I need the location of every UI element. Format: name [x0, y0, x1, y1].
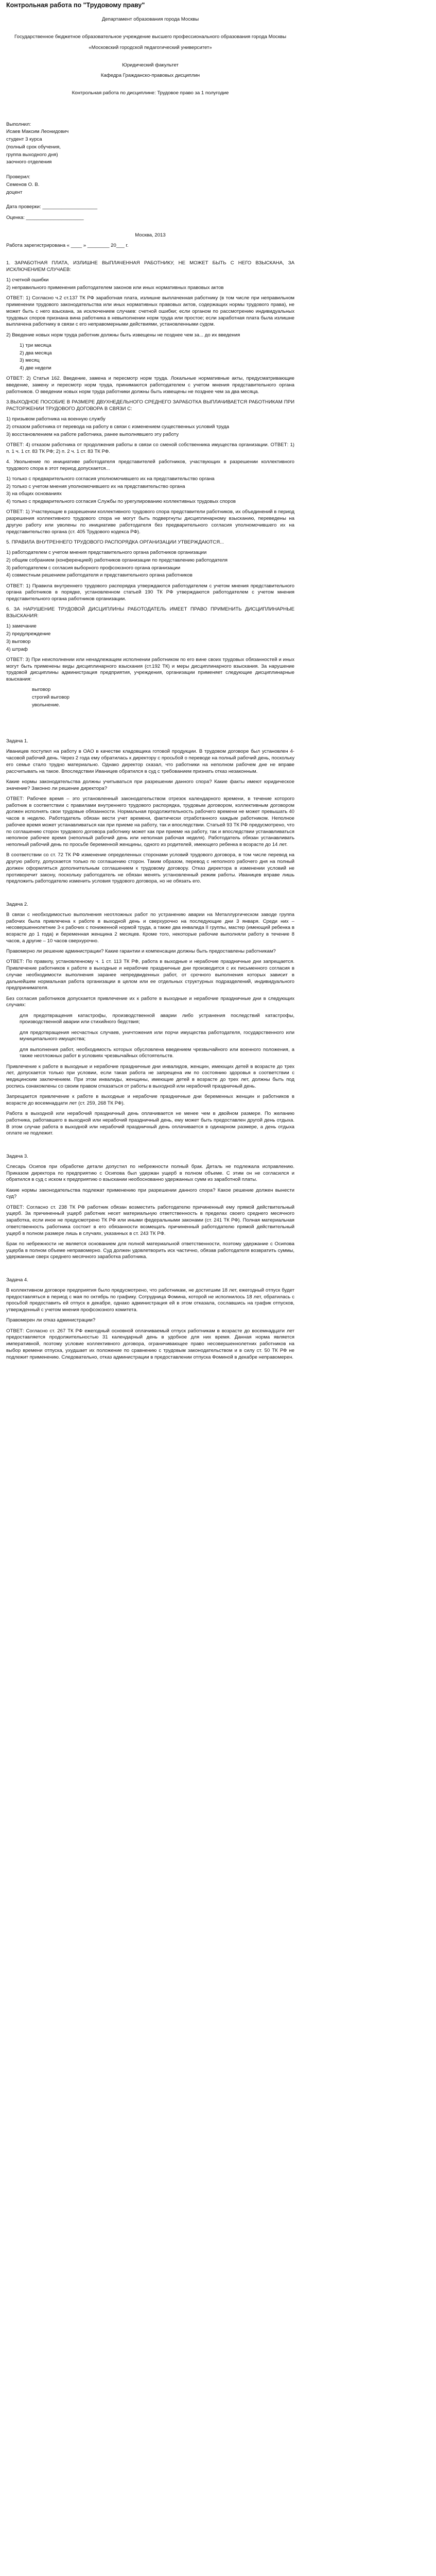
task-paragraph: ОТВЕТ: По правилу, установленному ч. 1 ст. 113 ТК РФ, работа в выходные и нерабочие праздничные дни запрещается. Привлечение работников к работе в выходные и нерабочие праздничные дни производится с их письменного согласия в случае необходимости выполнения заранее непредвиденных работ, от срочного выполнения которых зависит в дальнейшем нормальная работа организации в целом или ее отдельных структурных подразделений, индивидуального предпринимателя.	[6, 959, 294, 991]
answer-option: 3) работодателем с согласия выборного профсоюзного органа организации	[6, 565, 181, 571]
answer-option: 1) замечание	[6, 623, 37, 630]
task-paragraph: Иваницев поступил на работу в ОАО в качестве кладовщика готовой продукции. В трудовом договоре был установлен 4-часовой рабочий день. Через 2 года ему обратилась к директору с просьбой о переводе на полный рабочий день, поскольку его семье стало трудно материально. Однако директор сказал, что работники на неполном рабочем дне не вправе рассчитывать на такое. Впоследствии Иваницев обратился в суд с требованием признать отказ незаконным.	[6, 749, 294, 774]
task-label: Задача 3.	[6, 1153, 28, 1159]
question-text: 6. ЗА НАРУШЕНИЕ ТРУДОВОЙ ДИСЦИПЛИНЫ РАБОТОДАТЕЛЬ ИМЕЕТ ПРАВО ПРИМЕНИТЬ ДИСЦИПЛИНАРНЫЕ ВЗЫСКАНИЯ:	[6, 606, 294, 619]
question-text: 1. ЗАРАБОТНАЯ ПЛАТА, ИЗЛИШНЕ ВЫПЛАЧЕННАЯ РАБОТНИКУ, НЕ МОЖЕТ БЫТЬ С НЕГО ВЗЫСКАНА, ЗА ИСКЛЮЧЕНИЕМ СЛУЧАЕВ:	[6, 260, 294, 273]
header-work-title: Контрольная работа по дисциплине: Трудовое право за 1 полугодие	[72, 90, 229, 96]
header-university: «Московский городской педагогический университет»	[89, 44, 212, 50]
task-4	[6, 1277, 294, 1361]
task-paragraph: В связи с необходимостью выполнения неотложных работ по устранению аварии на Металлургическом заводе группа рабочих была привлечена к работе в выходной день и сверхурочно на последующие дни 3 января. Среди них – несовершеннолетние 3-х рабочих с пониженной нормой труда, а также два инвалида II группы, мастер (имеющий ребенка в возрасте до 1 года) и беременная женщина 2 месяцев. Кроме того, некоторые рабочие выполняли работу в течение 8 часов, а другие – 10 часов сверхурочно.	[6, 911, 294, 944]
task-paragraph: В коллективном договоре предприятия было предусмотрено, что работникам, не достигшим 18 лет, ежегодный отпуск будет предоставляться в период с мая по октябрь по графику. Сотрудница Фомина, которой не исполнилось 18 лет, обратилась с просьбой предоставить ей отпуск в декабре, однако администрация ей в этом отказала, сославшись на график отпусков, утвержденный с учетом мнения профсоюзного комитета.	[6, 1287, 294, 1313]
answer-option: 1) призывом работника на военную службу	[6, 416, 106, 422]
answer-option: 4) совместным решением работодателя и представительного органа работников	[6, 572, 193, 579]
test-question	[6, 260, 294, 328]
answer-option: 3) выговор	[6, 638, 31, 645]
task-paragraph: Правомерно ли решение администрации? Какие гарантии и компенсации должны быть предоставлены работникам?	[6, 948, 276, 954]
place-year: Москва, 2013	[135, 232, 166, 238]
answer-text: ОТВЕТ: 1) Участвующие в разрешении коллективного трудового спора представители работников, их объединений в период разрешения коллективного трудового спора не могут быть подвергнуты дисциплинарному взысканию, переведены на другую работу или уволены по инициативе работодателя без предварительного согласия уполномочившего их на представительство органа (ст. 405 Трудового кодекса РФ).	[6, 509, 294, 535]
task-label: Задача 2.	[6, 901, 28, 907]
task-paragraph: для выполнения работ, необходимость которых обусловлена введением чрезвычайного или военного положения, а также неотложных работ в условиях чрезвычайных обстоятельств.	[20, 1046, 294, 1059]
answer-text: ОТВЕТ: 1) Правила внутреннего трудового распорядка утверждаются работодателем с учетом мнения представительного органа работников в порядке, установленном статьей 190 ТК РФ утверждаются работодателем с учетом мнения представительного органа работников организации.	[6, 583, 294, 602]
question-text: 3.ВЫХОДНОЕ ПОСОБИЕ В РАЗМЕРЕ ДВУХНЕДЕЛЬНОГО СРЕДНЕГО ЗАРАБОТКА ВЫПЛАЧИВАЕТСЯ РАБОТНИКАМ ПРИ РАСТОРЖЕНИИ ТРУДОВОГО ДОГОВОРА В СВЯЗИ С:	[6, 399, 294, 412]
checker-line: Проверил:	[6, 174, 30, 180]
checker-line: доцент	[6, 189, 23, 195]
test-question	[6, 459, 294, 536]
test-question	[6, 332, 294, 396]
task-paragraph: Без согласия работников допускается привлечение их к работе в выходные и нерабочие праздничные дни в следующих случаях:	[6, 995, 294, 1008]
checker-line: Семенов О. В.	[6, 181, 40, 188]
answer-option: 2) предупреждение	[6, 631, 51, 637]
executor-line: студент 3 курса	[6, 137, 42, 142]
answer-option: 3) месяц	[20, 358, 40, 364]
test-question	[6, 606, 294, 708]
executor-line: (полный срок обучения,	[6, 144, 61, 150]
executor-line: заочного отделения	[6, 159, 52, 165]
grade: Оценка: _____________________	[6, 214, 84, 221]
question-text: 4. Увольнение по инициативе работодателя представителей работников, участвующих в разрешении коллективного трудового спора в этот период допускается...	[6, 459, 294, 471]
task-2	[6, 902, 294, 1138]
answer-text: ОТВЕТ: 4) отказом работника от продолжения работы в связи со сменой собственника имущества организации. ОТВЕТ: 1) п. 1 ч. 1 ст. 83 ТК РФ; 2) п. 2 ч. 1 ст. 83 ТК РФ.	[6, 442, 294, 454]
answer-text: ОТВЕТ: 3) При неисполнении или ненадлежащем исполнении работником по его вине своих трудовых обязанностей и иных могут быть применены виды дисциплинарного взыскания (ст.192 ТК) и меры дисциплинарного взыскания. За нарушение трудовой дисциплины администрация предприятия, учреждения, организации применяет следующие дисциплинарные взыскания:	[6, 656, 294, 682]
task-paragraph: ОТВЕТ: Рабочее время – это установленный законодательством отрезок календарного времени, в течение которого работник в соответствии с правилами внутреннего трудового распорядка, трудовым договором, коллективным договором должен исполнять свои трудовые обязанности. Нормальная продолжительность рабочего времени не может превышать 40 часов в неделю. Работодатель обязан вести учет времени, фактически отработанного каждым работником. Неполное рабочее время может устанавливаться как при приеме на работу, так и впоследствии. Статьей 93 ТК РФ предусмотрено, что по соглашению сторон трудового договора работнику может как при приеме на работу, так и впоследствии устанавливаться неполное рабочее время (неполный рабочий день или неполная рабочая неделя). Работодатель обязан устанавливать неполный рабочий день по просьбе беременной женщины, одного из родителей, имеющего ребенка в возрасте до 14 лет.	[6, 795, 294, 848]
task-label: Задача 4.	[6, 1277, 28, 1283]
task-label: Задача 1.	[6, 738, 28, 744]
answer-option: 1) работодателем с учетом мнения представительного органа работников организации	[6, 550, 207, 555]
answer-option: 2) отказом работника от перевода на работу в связи с изменением существенных условий труда	[6, 423, 230, 430]
test-question	[6, 539, 294, 603]
answer-option: 4) две недели	[20, 365, 51, 371]
answer-option: 2) только с учетом мнения уполномочившего их на представительство органа	[6, 483, 185, 489]
penalty-item: выговор	[32, 687, 51, 693]
answer-option: 4) только с предварительного согласия Службы по урегулированию коллективных трудовых споров	[6, 499, 236, 504]
answer-text: ОТВЕТ: 1) Согласно ч.2 ст.137 ТК РФ заработная плата, излишне выплаченная работнику (в том числе при неправильном применении трудового законодательства или иных нормативных правовых актов, содержащих нормы трудового права), не может быть с него взыскана, за исключением случаев: счетной ошибки; если органом по рассмотрению индивидуальных трудовых споров признана вина работника в невыполнении норм труда или простое; если заработная плата была излишне выплачена работнику в связи с его неправомерными действиями, установленными судом.	[6, 295, 294, 328]
task-paragraph: Какие нормы законодательства должны учитываться при разрешении данного спора? Какие факты имеют юридическое значение? Законно ли решение директора?	[6, 778, 294, 791]
header-faculty: Юридический факультет	[122, 62, 179, 68]
check-date: Дата проверки: ____________________	[6, 204, 98, 210]
penalty-item: строгий выговор	[32, 694, 70, 700]
header-department: Департамент образования города Москвы	[101, 16, 199, 22]
task-paragraph: В соответствии со ст. 72 ТК РФ изменение определенных сторонами условий трудового договора, в том числе перевод на другую работу, допускается только по соглашению сторон. Таким образом, перевод с неполного рабочего дня на полный должен оформляться дополнительным соглашением к трудовому договору. Отказ директора в изменении условий не противоречит закону, поскольку работодатель не обязан менять установленный режим работы. Иваницев вправе лишь предложить работодателю изменить условия трудового договора, но не обязать его.	[6, 852, 294, 885]
penalty-item: увольнение.	[32, 702, 60, 708]
task-paragraph: Привлечение к работе в выходные и нерабочие праздничные дни инвалидов, женщин, имеющих детей в возрасте до трех лет, допускается только при условии, если такая работа не запрещена им по состоянию здоровья в соответствии с медицинским заключением. При этом инвалиды, женщины, имеющие детей в возрасте до трех лет, должны быть под роспись ознакомлены со своим правом отказаться от работы в выходной или нерабочий праздничный день.	[6, 1063, 294, 1089]
answer-option: 1) счетной ошибки	[6, 277, 49, 283]
test-question	[6, 399, 294, 455]
task-paragraph: Какие нормы законодательства подлежат применению при разрешении данного спора? Какое решение должен вынести суд?	[6, 1187, 294, 1200]
question-text: 2) Введение новых норм труда работник должны быть извещены не позднее чем за... до их введения	[6, 332, 240, 338]
executor-line: Выполнил:	[6, 121, 31, 127]
task-paragraph: Брак по небрежности не является основанием для полной материальной ответственности, поэтому удержание с Осипова ущерба в полном объеме неправомерно. Суд должен удовлетворить иск частично, обязав работодателя возвратить суммы, удержанные сверх среднего месячного заработка работника.	[6, 1241, 294, 1260]
task-3	[6, 1154, 294, 1261]
task-paragraph: для предотвращения несчастных случаев, уничтожения или порчи имущества работодателя, государственного или муниципального имущества;	[20, 1029, 294, 1042]
answer-option: 2) общим собранием (конференцией) работников организации по представлению работодателя	[6, 557, 228, 563]
answer-option: 3) восстановлением на работе работника, ранее выполнявшего эту работу	[6, 431, 179, 437]
answer-option: 1) три месяца	[20, 342, 51, 348]
document-body	[6, 16, 294, 1365]
executor-line: Исаев Максим Леонидович	[6, 129, 69, 135]
task-paragraph: ОТВЕТ: Согласно ст. 238 ТК РФ работник обязан возместить работодателю причиненный ему прямой действительный ущерб. За причиненный ущерб работник несет материальную ответственность в пределах своего среднего месячного заработка, если иное не предусмотрено ТК РФ или иными федеральными законами (ст. 241 ТК РФ). Полная материальная ответственность работника состоит в его обязанности возмещать причиненный работодателю прямой действительный ущерб в полном размере лишь в случаях, указанных в ст. 243 ТК РФ.	[6, 1204, 294, 1236]
answer-option: 4) штраф	[6, 646, 28, 652]
answer-text: ОТВЕТ: 2) Статья 162. Введение, замена и пересмотр норм труда. Локальные нормативные акты, предусматривающие введение, замену и пересмотр норм труда, принимаются работодателем с учетом мнения представительного органа работников. О введении новых норм труда работники должны быть извещены не позднее чем за два месяца.	[6, 376, 294, 395]
header-chair: Кафедра Гражданско-правовых дисциплин	[100, 73, 200, 78]
header-institution: Государственное бюджетное образовательное учреждение высшего профессионального образования города Москвы	[14, 34, 287, 40]
checker-block	[6, 174, 294, 196]
executor-line: группа выходного дня)	[6, 151, 58, 158]
question-text: 5. ПРАВИЛА ВНУТРЕННЕГО ТРУДОВОГО РАСПОРЯДКА ОРГАНИЗАЦИИ УТВЕРЖДАЮТСЯ...	[6, 539, 224, 545]
answer-option: 2) два месяца	[20, 350, 52, 356]
task-paragraph: Слесарь Осипов при обработке детали допустил по небрежности полный брак. Деталь не подлежала исправлению. Приказом директора по предприятию с Осипова был удержан ущерб в полном объеме. С этим он не согласился и обратился в суд с иском к предприятию о взыскании необоснованно удержанных сумм из заработной платы.	[6, 1163, 294, 1183]
task-paragraph: для предотвращения катастрофы, производственной аварии либо устранения последствий катастрофы, производственной аварии или стихийного бедствия;	[20, 1012, 294, 1025]
page-title: Контрольная работа по "Трудовому праву"	[6, 2, 145, 9]
executor-block	[6, 122, 294, 166]
task-1	[6, 738, 294, 885]
task-paragraph: Правомерен ли отказ администрации?	[6, 1317, 96, 1324]
answer-option: 3) на общих основаниях	[6, 491, 62, 497]
answer-option: 1) только с предварительного согласия уполномочившего их на представительство органа	[6, 476, 215, 482]
task-paragraph: Работа в выходной или нерабочий праздничный день оплачивается не менее чем в двойном размере. По желанию работника, работавшего в выходной или нерабочий праздничный день, ему может быть предоставлен другой день отдыха. В этом случае работа в выходной или нерабочий праздничный день оплачивается в одинарном размере, а день отдыха оплате не подлежит.	[6, 1111, 294, 1137]
answer-option: 2) неправильного применения работодателем законов или иных нормативных правовых актов	[6, 285, 224, 291]
task-paragraph: Запрещается привлечение к работе в выходные и нерабочие праздничные дни беременных женщин и работников в возрасте до восемнадцати лет (ст. 259, 268 ТК РФ).	[6, 1094, 294, 1106]
task-paragraph: ОТВЕТ: Согласно ст. 267 ТК РФ ежегодный основной оплачиваемый отпуск работникам в возрасте до восемнадцати лет предоставляется продолжительностью 31 календарный день в удобное для них время. Данная норма является императивной, поэтому условие коллективного договора, ограничивающее право несовершеннолетних работников на выбор времени отпуска, ухудшает их положение по сравнению с трудовым законодательством и в силу ст. 50 ТК РФ не подлежит применению. Следовательно, отказ администрации в предоставлении отпуска Фоминой в декабре неправомерен.	[6, 1328, 294, 1360]
registration: Работа зарегистрирована « ____ » ________ 20___ г.	[6, 243, 129, 248]
